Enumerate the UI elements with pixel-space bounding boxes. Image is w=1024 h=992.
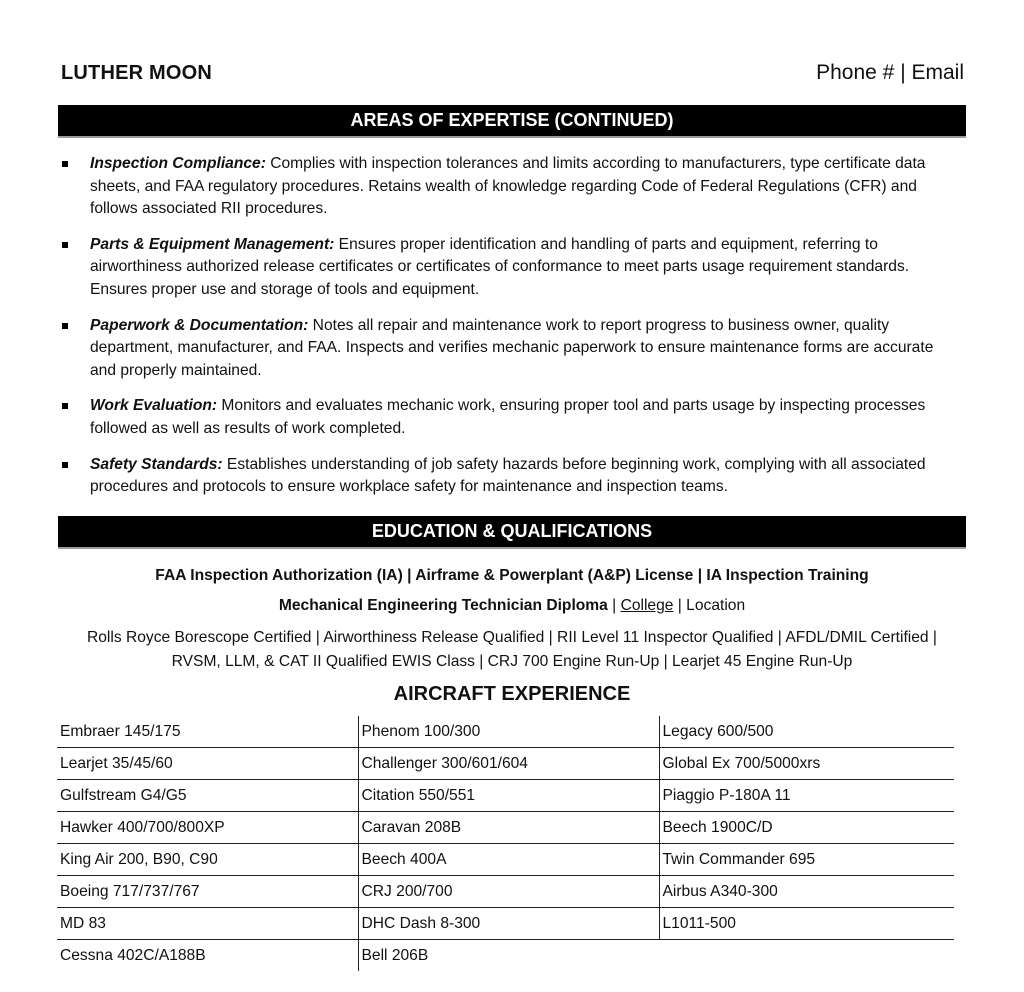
separator: | <box>673 597 687 614</box>
table-cell: Citation 550/551 <box>358 780 659 812</box>
bullet-icon <box>62 403 68 409</box>
table-cell: Bell 206B <box>358 940 659 972</box>
table-cell: Hawker 400/700/800XP <box>57 812 358 844</box>
table-cell: Beech 400A <box>358 844 659 876</box>
table-row <box>57 748 954 780</box>
table-cell <box>659 940 954 972</box>
bullet-text: Notes all repair and maintenance work to report progress to business owner, quality department, manufacturer, and FAA. Inspects and verifies mechanic paperwork to ensure maintenance forms are accurate and properly maintained. <box>90 316 934 379</box>
table-row <box>57 844 954 876</box>
bullet-icon <box>62 242 68 248</box>
candidate-name: LUTHER MOON <box>61 62 213 84</box>
bullet-text: Ensures proper identification and handling of parts and equipment, referring to airworthiness authorized release certificates or certificates of conformance to meet parts usage requirement standards. Ensures proper use and storage of tools and equipment. <box>90 235 910 298</box>
list-item <box>60 234 960 302</box>
table-row <box>57 780 954 812</box>
table-cell: Gulfstream G4/G5 <box>57 780 358 812</box>
education-section-header: EDUCATION & QUALIFICATIONS <box>58 516 966 549</box>
table-cell: CRJ 200/700 <box>358 876 659 908</box>
bullet-text: Establishes understanding of job safety hazards before beginning work, complying with all associated procedures and protocols to ensure workplace safety for maintenance and inspection teams. <box>90 455 926 496</box>
table-row <box>57 812 954 844</box>
bullet-text: Complies with inspection tolerances and limits according to manufacturers, type certificate data sheets, and FAA regulatory procedures. Retains wealth of knowledge regarding Code of Federal Regulations (CFR) and follows associated RII procedures. <box>90 155 926 218</box>
list-item <box>60 153 960 221</box>
list-item <box>60 395 960 440</box>
table-cell: Global Ex 700/5000xrs <box>659 748 954 780</box>
list-item <box>60 315 960 383</box>
table-cell: King Air 200, B90, C90 <box>57 844 358 876</box>
bullet-icon <box>62 161 68 167</box>
table-row <box>57 908 954 940</box>
table-cell: DHC Dash 8-300 <box>358 908 659 940</box>
table-cell: Twin Commander 695 <box>659 844 954 876</box>
diploma-name: Mechanical Engineering Technician Diploma <box>278 597 608 614</box>
college-name: College <box>620 597 674 614</box>
table-cell: L1011-500 <box>659 908 954 940</box>
expertise-section-header: AREAS OF EXPERTISE (CONTINUED) <box>58 105 966 138</box>
table-cell: Legacy 600/500 <box>659 716 954 748</box>
table-cell: MD 83 <box>57 908 358 940</box>
table-cell: Beech 1900C/D <box>659 812 954 844</box>
bullet-text: Monitors and evaluates mechanic work, ensuring proper tool and parts usage by inspecting processes followed as well as results of work completed. <box>90 397 926 437</box>
table-cell: Airbus A340-300 <box>659 876 954 908</box>
bullet-icon <box>62 462 68 468</box>
table-row <box>57 716 954 748</box>
contact-info: Phone # | Email <box>816 61 964 84</box>
expertise-list <box>60 153 960 512</box>
bullet-title: Inspection Compliance: <box>90 155 266 172</box>
additional-certifications: Rolls Royce Borescope Certified | Airworthiness Release Qualified | RII Level 11 Inspector Qualified | AFDL/DMIL Certified | RVSM, LLM, & CAT II Qualified EWIS Class | CRJ 700 Engine Run-Up | Learjet 45 Engine Run-Up <box>87 629 937 670</box>
table-cell: Piaggio P-180A 11 <box>659 780 954 812</box>
table-cell: Challenger 300/601/604 <box>358 748 659 780</box>
bullet-title: Safety Standards: <box>90 455 223 473</box>
table-cell: Boeing 717/737/767 <box>57 876 358 908</box>
table-row <box>57 876 954 908</box>
table-row <box>57 940 954 972</box>
bullet-title: Paperwork & Documentation: <box>90 316 309 334</box>
college-location: Location <box>686 597 746 614</box>
table-cell: Cessna 402C/A188B <box>60 946 206 964</box>
table-cell: Embraer 145/175 <box>57 716 358 748</box>
diploma-line <box>60 597 964 615</box>
aircraft-table <box>57 716 954 971</box>
table-cell: Learjet 35/45/60 <box>57 748 358 780</box>
table-cell: Caravan 208B <box>358 812 659 844</box>
aircraft-section-title: AIRCRAFT EXPERIENCE <box>393 683 631 705</box>
bullet-icon <box>62 323 68 329</box>
bullet-title: Work Evaluation: <box>90 397 218 415</box>
separator: | <box>607 597 621 614</box>
bullet-title: Parts & Equipment Management: <box>90 235 335 253</box>
list-item <box>60 454 960 499</box>
certifications-line: FAA Inspection Authorization (IA) | Airframe & Powerplant (A&P) License | IA Inspection Training <box>155 567 869 584</box>
table-cell: Phenom 100/300 <box>358 716 659 748</box>
